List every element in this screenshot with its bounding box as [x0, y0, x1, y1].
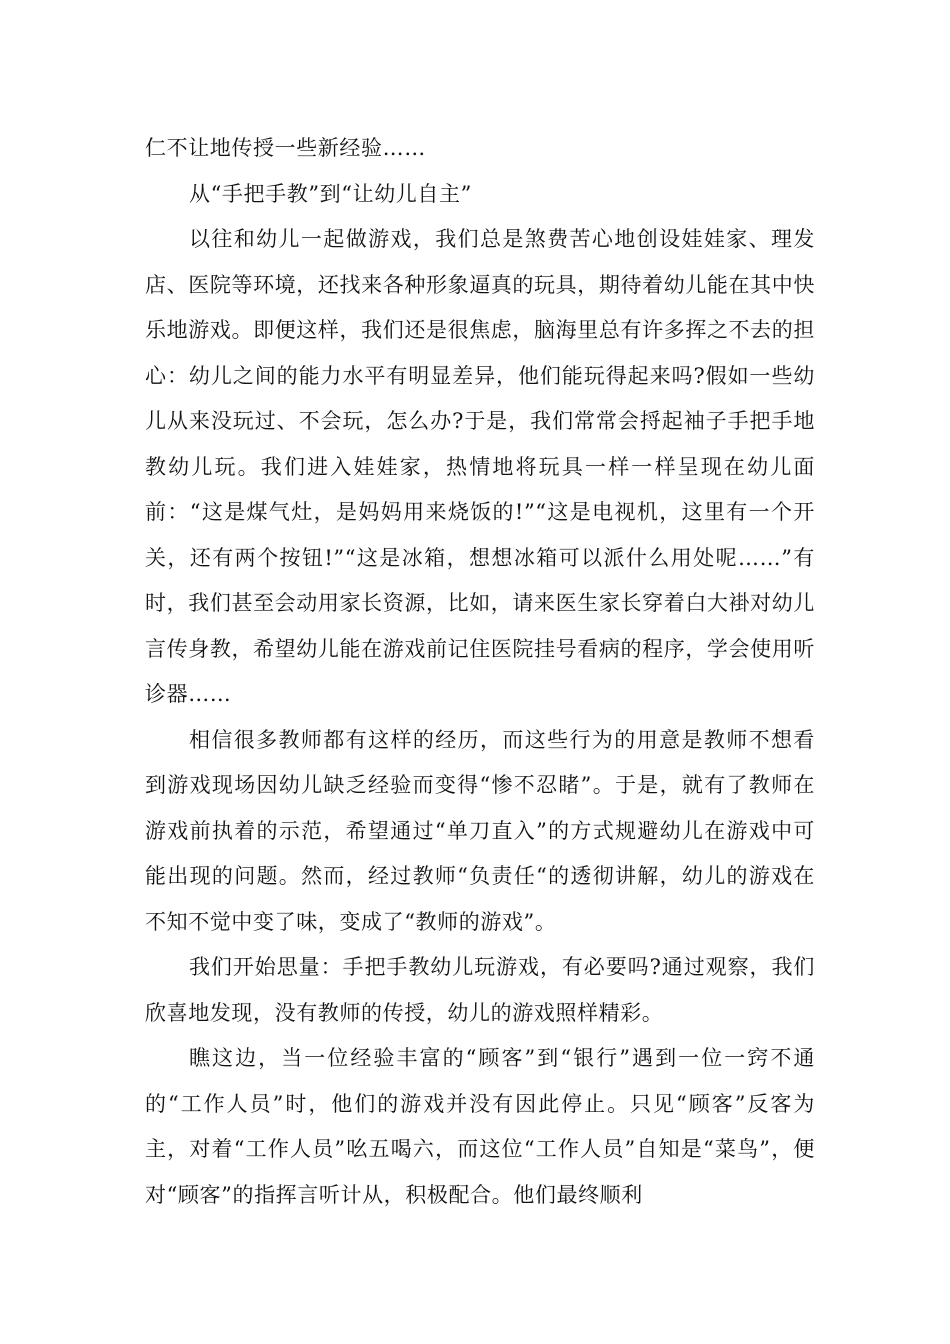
paragraph: 瞧这边，当一位经验丰富的“顾客”到“银行”遇到一位一窍不通的“工作人员”时，他们的游戏并没有因此停止。只见“顾客”反客为主，对着“工作人员”吆五喝六，而这位“工作人员”自知是“菜鸟”，便对“顾客”的指挥言听计从，积极配合。他们最终顺利: [145, 1046, 815, 1207]
paragraph-continuation: 仁不让地传授一些新经验……: [145, 136, 426, 160]
paragraph: 我们开始思量：手把手教幼儿玩游戏，有必要吗?通过观察，我们欣喜地发现，没有教师的传授，幼儿的游戏照样精彩。: [145, 955, 815, 1025]
paragraph: 以往和幼儿一起做游戏，我们总是煞费苦心地创设娃娃家、理发店、医院等环境，还找来各种形象逼真的玩具，期待着幼儿能在其中快乐地游戏。即便这样，我们还是很焦虑，脑海里总有许多挥之不去的担心：幼儿之间的能力水平有明显差异，他们能玩得起来吗?假如一些幼儿从来没玩过、不会玩，怎么办?于是，我们常常会捋起袖子手把手地教幼儿玩。我们进入娃娃家，热情地将玩具一样一样呈现在幼儿面前：“这是煤气灶，是妈妈用来烧饭的!”“这是电视机，这里有一个开关，还有两个按钮!”“这是冰箱，想想冰箱可以派什么用处呢……”有时，我们甚至会动用家长资源，比如，请来医生家长穿着白大褂对幼儿言传身教，希望幼儿能在游戏前记住医院挂号看病的程序，学会使用听诊器……: [145, 227, 815, 706]
section-heading: 从“手把手教”到“让幼儿自主”: [189, 181, 472, 206]
document-body: [145, 126, 815, 1218]
paragraph: 相信很多教师都有这样的经历，而这些行为的用意是教师不想看到游戏现场因幼儿缺乏经验而变得“惨不忍睹”。于是，就有了教师在游戏前执着的示范，希望通过“单刀直入”的方式规避幼儿在游戏中可能出现的问题。然而，经过教师“负责任“的透彻讲解，幼儿的游戏在不知不觉中变了味，变成了“教师的游戏”。: [145, 727, 815, 934]
